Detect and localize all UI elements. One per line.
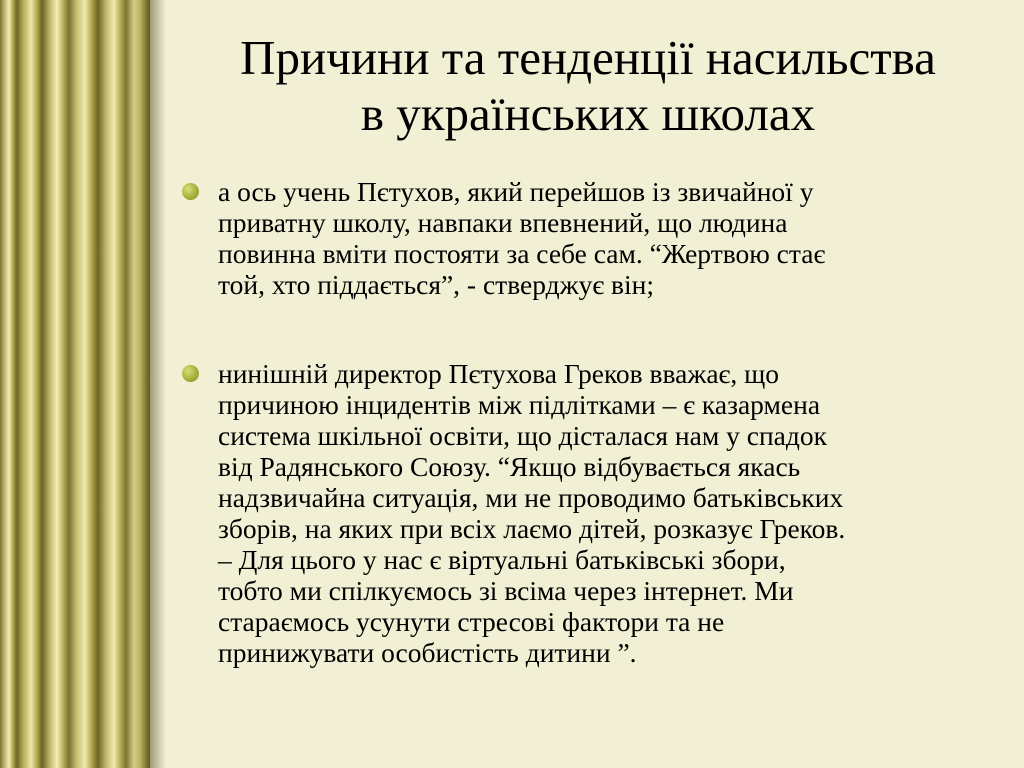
bullet-icon	[182, 365, 199, 382]
bullet-list	[182, 176, 1002, 668]
gold-column-decoration	[0, 0, 150, 768]
text-line: принижувати особистість дитини ”.	[218, 637, 637, 668]
text-line: нинішній директор Пєтухова Греков вважає, що	[218, 358, 780, 389]
slide-title	[168, 30, 1008, 142]
text-line: система шкільної освіти, що дісталася нам у спадок	[218, 420, 827, 451]
text-line: від Радянського Союзу. “Якщо відбувається якась	[218, 451, 801, 482]
text-line: а ось учень Пєтухов, який перейшов із звичайної у	[218, 176, 814, 207]
text-line: той, хто піддається”, - стверджує він;	[218, 269, 655, 300]
text-line: приватну школу, навпаки впевнений, що людина	[218, 207, 788, 238]
column-shadow	[150, 0, 166, 768]
text-line: повинна вміти постояти за себе сам. “Жертвою стає	[218, 238, 826, 269]
text-line: причиною інцидентів між підлітками – є казармена	[218, 389, 821, 420]
bullet-icon	[182, 183, 199, 200]
text-line: надзвичайна ситуація, ми не проводимо батьківських	[218, 482, 844, 513]
text-line: зборів, на яких при всіх лаємо дітей, розказує Греков.	[218, 513, 846, 544]
title-line: в українських школах	[360, 86, 816, 141]
bullet-item	[182, 358, 1002, 668]
text-line: тобто ми спілкуємось зі всіма через інтернет. Ми	[218, 575, 794, 606]
text-line: стараємось усунути стресові фактори та не	[218, 606, 725, 637]
title-line: Причини та тенденції насильства	[240, 30, 936, 85]
bullet-item	[182, 176, 1002, 300]
text-line: – Для цього у нас є віртуальні батьківські збори,	[218, 544, 786, 575]
bullet-text	[218, 176, 1002, 300]
bullet-text	[218, 358, 1002, 668]
